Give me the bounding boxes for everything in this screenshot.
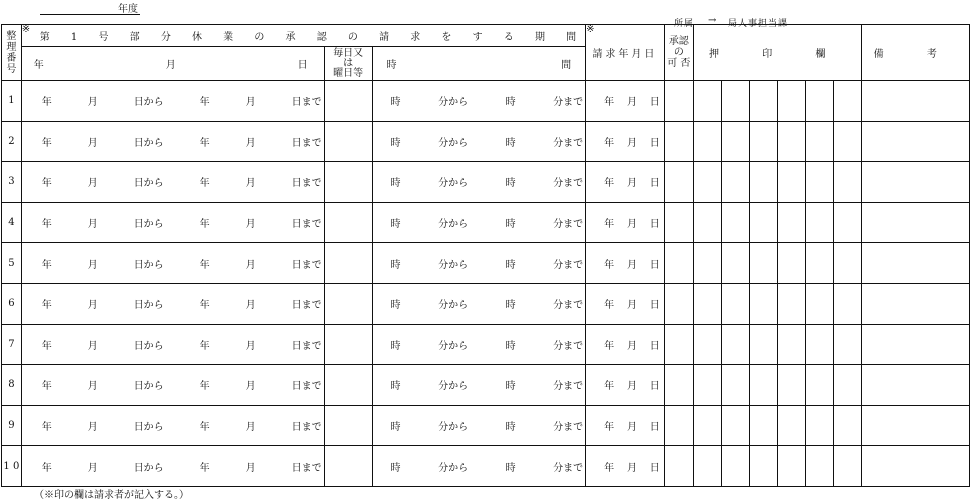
approval-cell[interactable] [664, 283, 693, 324]
remarks-cell[interactable] [861, 365, 969, 406]
date-range-cell[interactable]: 年 月 日から 年 月 日まで [21, 162, 324, 203]
seal-cell[interactable] [693, 283, 721, 324]
weekday-cell[interactable] [324, 283, 372, 324]
time-range-cell[interactable]: 時 分から 時 分まで [372, 243, 586, 284]
table-row [2, 324, 970, 365]
row-number: 1 [2, 81, 22, 122]
approval-cell[interactable] [664, 324, 693, 365]
row-number: 2 [2, 121, 22, 162]
seal-cell[interactable] [693, 202, 721, 243]
approval-cell[interactable] [664, 202, 693, 243]
seal-cell[interactable] [693, 405, 721, 446]
approval-cell[interactable] [664, 243, 693, 284]
date-range-cell[interactable]: 年 月 日から 年 月 日まで [21, 283, 324, 324]
seal-cell[interactable] [721, 324, 749, 365]
date-range-cell[interactable]: 年 月 日から 年 月 日まで [21, 446, 324, 487]
seal-cell[interactable] [833, 324, 861, 365]
seal-header: 押 印 欄 [693, 25, 861, 81]
seal-cell[interactable] [693, 81, 721, 122]
seal-cell[interactable] [749, 121, 777, 162]
seal-cell[interactable] [777, 365, 805, 406]
approval-cell[interactable] [664, 81, 693, 122]
table-row [2, 405, 970, 446]
seal-cell[interactable] [777, 405, 805, 446]
seal-cell[interactable] [833, 243, 861, 284]
row-number: 8 [2, 365, 22, 406]
seal-cell[interactable] [805, 81, 833, 122]
seal-cell[interactable] [721, 121, 749, 162]
request-date-header: ※ 請求年月日 [586, 25, 665, 81]
remarks-cell[interactable] [861, 162, 969, 203]
remarks-cell[interactable] [861, 202, 969, 243]
table-row [2, 243, 970, 284]
seal-cell[interactable] [833, 81, 861, 122]
seal-cell[interactable] [693, 365, 721, 406]
seal-cell[interactable] [749, 324, 777, 365]
remarks-cell[interactable] [861, 446, 969, 487]
seal-cell[interactable] [833, 202, 861, 243]
remarks-cell[interactable] [861, 243, 969, 284]
seal-cell[interactable] [805, 243, 833, 284]
seal-cell[interactable] [721, 243, 749, 284]
seal-cell[interactable] [805, 121, 833, 162]
row-number: 7 [2, 324, 22, 365]
seal-cell[interactable] [805, 162, 833, 203]
weekday-cell[interactable] [324, 81, 372, 122]
seal-cell[interactable] [777, 324, 805, 365]
request-date-cell[interactable]: 年 月 日 [586, 162, 665, 203]
period-title: 第 1 号 部 分 休 業 の 承 認 の 請 求 を す る 期 間 [39, 32, 586, 43]
seal-cell[interactable] [693, 324, 721, 365]
time-range-cell[interactable]: 時 分から 時 分まで [372, 283, 586, 324]
approval-cell[interactable] [664, 365, 693, 406]
weekday-cell[interactable] [324, 324, 372, 365]
weekday-cell[interactable] [324, 121, 372, 162]
request-date-cell[interactable]: 年 月 日 [586, 283, 665, 324]
table-row [2, 365, 970, 406]
table-row [2, 283, 970, 324]
seal-cell[interactable] [833, 446, 861, 487]
time-range-cell[interactable]: 時 分から 時 分まで [372, 81, 586, 122]
seal-cell[interactable] [777, 243, 805, 284]
seal-cell[interactable] [721, 283, 749, 324]
seal-cell[interactable] [805, 283, 833, 324]
approval-cell[interactable] [664, 162, 693, 203]
weekday-cell[interactable] [324, 365, 372, 406]
seal-cell[interactable] [833, 162, 861, 203]
asterisk-mark: ※ [586, 24, 595, 35]
request-date-cell[interactable]: 年 月 日 [586, 405, 665, 446]
weekday-cell[interactable] [324, 162, 372, 203]
seal-cell[interactable] [805, 405, 833, 446]
seal-cell[interactable] [721, 202, 749, 243]
weekday-subheader: 毎日又 は 曜日等 [324, 47, 372, 81]
seal-cell[interactable] [777, 162, 805, 203]
date-range-cell[interactable]: 年 月 日から 年 月 日まで [21, 243, 324, 284]
approval-header: 承認の 可 否 [664, 25, 693, 81]
asterisk-mark: ※ [21, 24, 31, 35]
header-row-top [2, 25, 970, 47]
seal-cell[interactable] [749, 243, 777, 284]
seal-cell[interactable] [693, 121, 721, 162]
table-row [2, 162, 970, 203]
seal-cell[interactable] [749, 162, 777, 203]
seal-cell[interactable] [777, 202, 805, 243]
date-range-cell[interactable]: 年 月 日から 年 月 日まで [21, 121, 324, 162]
seal-cell[interactable] [749, 283, 777, 324]
request-date-cell[interactable]: 年 月 日 [586, 365, 665, 406]
date-range-cell[interactable]: 年 月 日から 年 月 日まで [21, 202, 324, 243]
table-row [2, 202, 970, 243]
date-range-cell[interactable]: 年 月 日から 年 月 日まで [21, 81, 324, 122]
time-range-cell[interactable]: 時 分から 時 分まで [372, 202, 586, 243]
time-range-cell[interactable]: 時 分から 時 分まで [372, 446, 586, 487]
date-range-cell[interactable]: 年 月 日から 年 月 日まで [21, 405, 324, 446]
remarks-cell[interactable] [861, 81, 969, 122]
date-range-cell[interactable]: 年 月 日から 年 月 日まで [21, 365, 324, 406]
seal-cell[interactable] [777, 81, 805, 122]
row-number: 9 [2, 405, 22, 446]
time-range-cell[interactable]: 時 分から 時 分まで [372, 121, 586, 162]
table-row [2, 81, 970, 122]
table-row [2, 446, 970, 487]
seal-cell[interactable] [833, 365, 861, 406]
time-range-cell[interactable]: 時 分から 時 分まで [372, 365, 586, 406]
request-date-cell[interactable]: 年 月 日 [586, 81, 665, 122]
seal-cell[interactable] [833, 405, 861, 446]
request-date-cell[interactable]: 年 月 日 [586, 202, 665, 243]
row-number: 1 0 [2, 446, 22, 487]
seal-cell[interactable] [805, 365, 833, 406]
approval-cell[interactable] [664, 446, 693, 487]
date-subheader: 年 月 日 [21, 47, 324, 81]
row-number: 4 [2, 202, 22, 243]
fiscal-year-label: 年度 [118, 4, 138, 15]
time-range-cell[interactable]: 時 分から 時 分まで [372, 162, 586, 203]
seal-cell[interactable] [721, 81, 749, 122]
seal-cell[interactable] [693, 446, 721, 487]
request-date-cell[interactable]: 年 月 日 [586, 446, 665, 487]
remarks-cell[interactable] [861, 324, 969, 365]
weekday-cell[interactable] [324, 202, 372, 243]
remarks-header: 備 考 [861, 25, 969, 81]
weekday-cell[interactable] [324, 446, 372, 487]
seal-cell[interactable] [721, 405, 749, 446]
arrow-icon: → [708, 15, 717, 26]
request-date-cell[interactable]: 年 月 日 [586, 324, 665, 365]
seal-cell[interactable] [777, 283, 805, 324]
department-target: 局人事担当課 [728, 19, 789, 29]
seal-cell[interactable] [777, 446, 805, 487]
department-label: 所属 [674, 19, 695, 29]
seal-cell[interactable] [693, 243, 721, 284]
seal-cell[interactable] [777, 121, 805, 162]
seal-cell[interactable] [721, 162, 749, 203]
approval-cell[interactable] [664, 405, 693, 446]
row-number: 3 [2, 162, 22, 203]
date-range-cell[interactable]: 年 月 日から 年 月 日まで [21, 324, 324, 365]
seal-cell[interactable] [749, 365, 777, 406]
time-range-cell[interactable]: 時 分から 時 分まで [372, 405, 586, 446]
request-date-cell[interactable]: 年 月 日 [586, 121, 665, 162]
row-number: 6 [2, 283, 22, 324]
seal-cell[interactable] [693, 162, 721, 203]
period-header [21, 25, 585, 47]
footnote: （※印の欄は請求者が記入する。） [34, 490, 189, 501]
seal-cell[interactable] [749, 202, 777, 243]
row-number: 5 [2, 243, 22, 284]
seal-cell[interactable] [749, 405, 777, 446]
seal-cell[interactable] [805, 202, 833, 243]
table-row [2, 121, 970, 162]
seal-cell[interactable] [749, 81, 777, 122]
seal-cell[interactable] [721, 365, 749, 406]
seal-cell[interactable] [749, 446, 777, 487]
remarks-cell[interactable] [861, 283, 969, 324]
remarks-cell[interactable] [861, 405, 969, 446]
seal-cell[interactable] [833, 121, 861, 162]
remarks-cell[interactable] [861, 121, 969, 162]
seal-cell[interactable] [805, 324, 833, 365]
seal-cell[interactable] [721, 446, 749, 487]
approval-cell[interactable] [664, 121, 693, 162]
time-range-cell[interactable]: 時 分から 時 分まで [372, 324, 586, 365]
weekday-cell[interactable] [324, 405, 372, 446]
request-form-table [1, 24, 970, 487]
seal-cell[interactable] [833, 283, 861, 324]
seal-cell[interactable] [805, 446, 833, 487]
request-date-cell[interactable]: 年 月 日 [586, 243, 665, 284]
time-subheader: 時 間 [372, 47, 586, 81]
seq-header: 整理 番号 [2, 25, 22, 81]
weekday-cell[interactable] [324, 243, 372, 284]
